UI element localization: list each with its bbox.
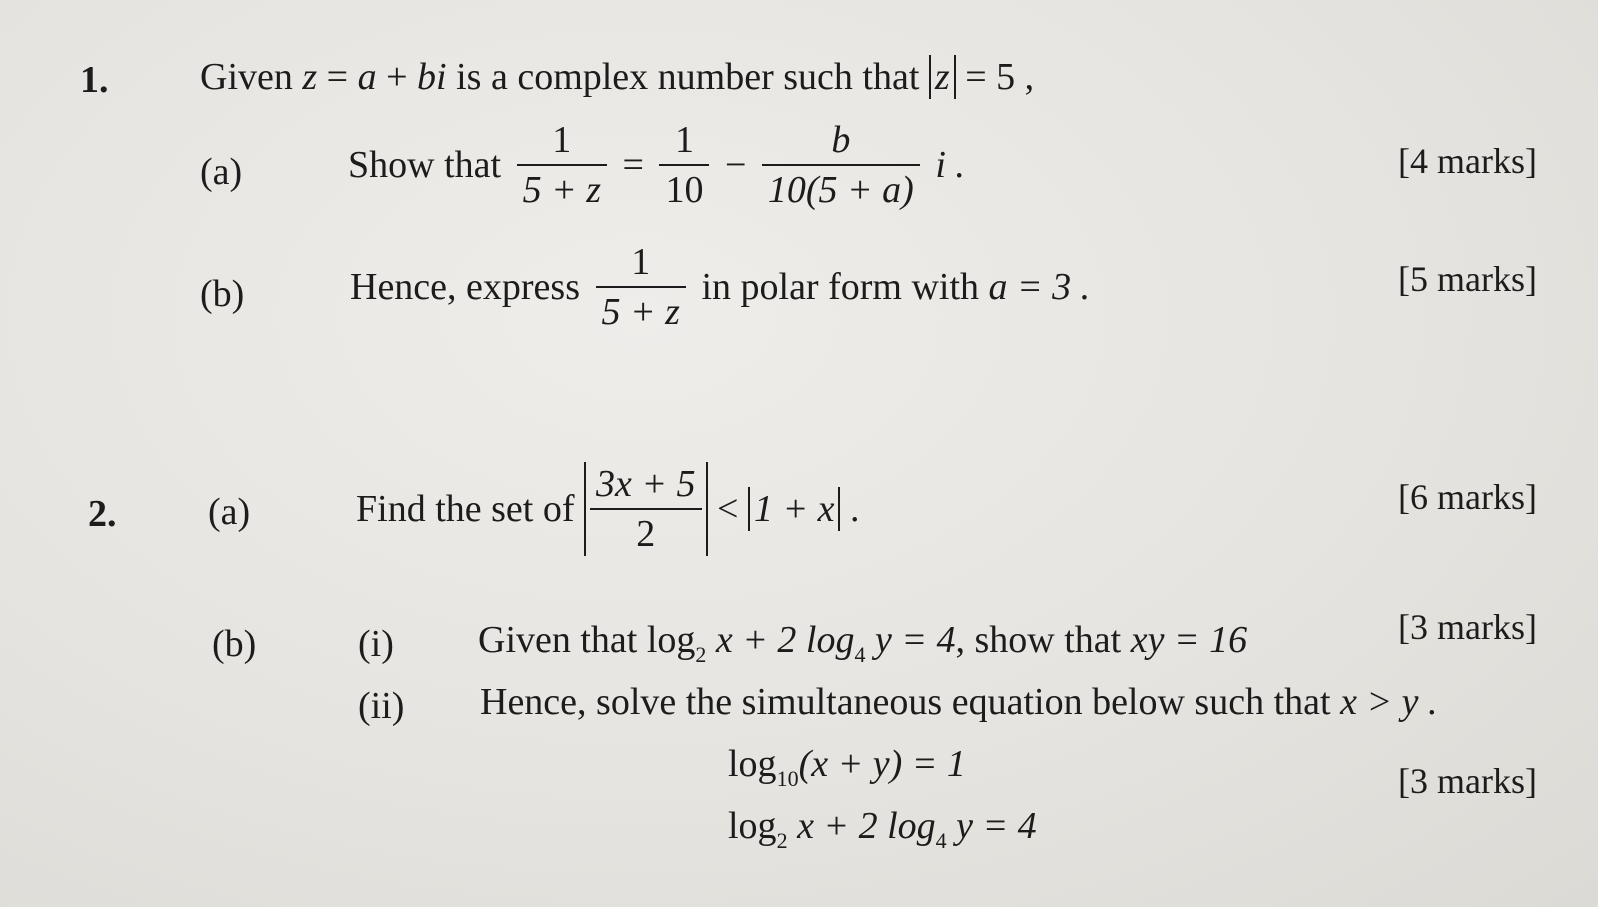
q1a-lhs-den: 5 + z <box>522 169 601 211</box>
q2bi-mid1: x + 2 log <box>715 619 855 661</box>
eq1-base: 10 <box>776 766 799 791</box>
q2a-fraction <box>590 462 702 556</box>
stem-eq5: = 5 , <box>965 56 1035 98</box>
question-1-stem <box>200 55 1034 99</box>
q1a-minus: − <box>724 144 747 186</box>
q1b-fraction <box>596 240 686 334</box>
q1a-text: Show that <box>348 144 502 186</box>
q1a-marks: [4 marks] <box>1398 141 1537 181</box>
stem-a: a <box>357 56 377 98</box>
q1a-r1-fraction <box>659 118 709 212</box>
eq2-base2: 4 <box>935 828 947 853</box>
q1a-eq: = <box>622 144 644 186</box>
q2bii-eq2 <box>728 804 1037 854</box>
stem-eq: = <box>326 56 349 98</box>
q2a-lt: < <box>717 488 739 530</box>
q2bi-log1: log <box>646 619 696 661</box>
stem-plus: + <box>386 56 408 98</box>
eq1-rest: (x + y) = 1 <box>798 743 966 785</box>
q2a-label: (a) <box>208 491 251 533</box>
q1b-tail-text: in polar form with <box>701 266 980 308</box>
eq2-log: log <box>728 805 777 847</box>
q2a-marks: [6 marks] <box>1398 477 1537 517</box>
q1a-tail: i . <box>935 144 965 186</box>
q2bi-base1: 2 <box>695 642 707 667</box>
q1b-frac-num: 1 <box>596 240 686 288</box>
q2bii-eq1 <box>728 742 966 792</box>
q2bii-marks: [3 marks] <box>1398 761 1537 801</box>
q2a-frac-num: 3x + 5 <box>590 462 702 510</box>
question-2-number: 2. <box>88 493 117 535</box>
q1a-r2-fraction <box>762 118 920 212</box>
q1a-lhs-num: 1 <box>517 118 607 166</box>
q1b-marks: [5 marks] <box>1398 259 1537 299</box>
q2bii-cond: x > y . <box>1340 681 1438 723</box>
eq2-rest: y = 4 <box>956 805 1037 847</box>
q2bi-body <box>478 618 1247 668</box>
q1a-lhs-fraction <box>517 118 607 212</box>
q2bi-show: , show that <box>955 619 1122 661</box>
stem-prefix: Given <box>200 56 293 98</box>
q2bi-marks: [3 marks] <box>1398 607 1537 647</box>
q1b-frac-den: 5 + z <box>601 291 680 333</box>
q2bi-label: (i) <box>358 623 394 665</box>
q1b-label: (b) <box>200 273 245 315</box>
q2a-abs-lhs <box>584 462 708 556</box>
q2a-dot: . <box>849 488 860 530</box>
stem-mid: is a complex number such that <box>456 56 920 98</box>
q1a-r2-den: 10(5 + a) <box>767 169 914 211</box>
q1a-r1-num: 1 <box>659 118 709 166</box>
eq2-base: 2 <box>776 828 788 853</box>
q2a-text: Find the set of <box>356 488 575 530</box>
q1a-r1-den: 10 <box>665 169 704 211</box>
q1b-body <box>350 240 1090 334</box>
q2bii-body <box>480 680 1437 724</box>
q2bi-mid2: y = 4 <box>875 619 956 661</box>
q1b-text: Hence, express <box>350 266 581 308</box>
eq2-mid: x + 2 log <box>797 805 936 847</box>
q2bii-text: Hence, solve the simultaneous equation below such that <box>480 681 1331 723</box>
q2a-frac-den: 2 <box>636 513 656 555</box>
eq1-log: log <box>728 743 777 785</box>
q1b-cond: a = 3 . <box>988 266 1091 308</box>
q1a-body <box>348 118 965 212</box>
q2bi-prefix: Given that <box>478 619 638 661</box>
q2bi-base2: 4 <box>854 642 866 667</box>
q2a-body <box>356 462 859 556</box>
stem-z: z <box>302 56 318 98</box>
question-1-number: 1. <box>80 59 109 101</box>
q2a-rhs: 1 + x <box>748 487 841 531</box>
q1a-r2-num: b <box>762 118 920 166</box>
stem-abs-z: z <box>929 55 956 99</box>
stem-bi: bi <box>417 56 447 98</box>
q2b-label: (b) <box>212 623 257 665</box>
q2bii-label: (ii) <box>358 685 405 727</box>
q2bi-result: xy = 16 <box>1130 619 1248 661</box>
q1a-label: (a) <box>200 151 243 193</box>
